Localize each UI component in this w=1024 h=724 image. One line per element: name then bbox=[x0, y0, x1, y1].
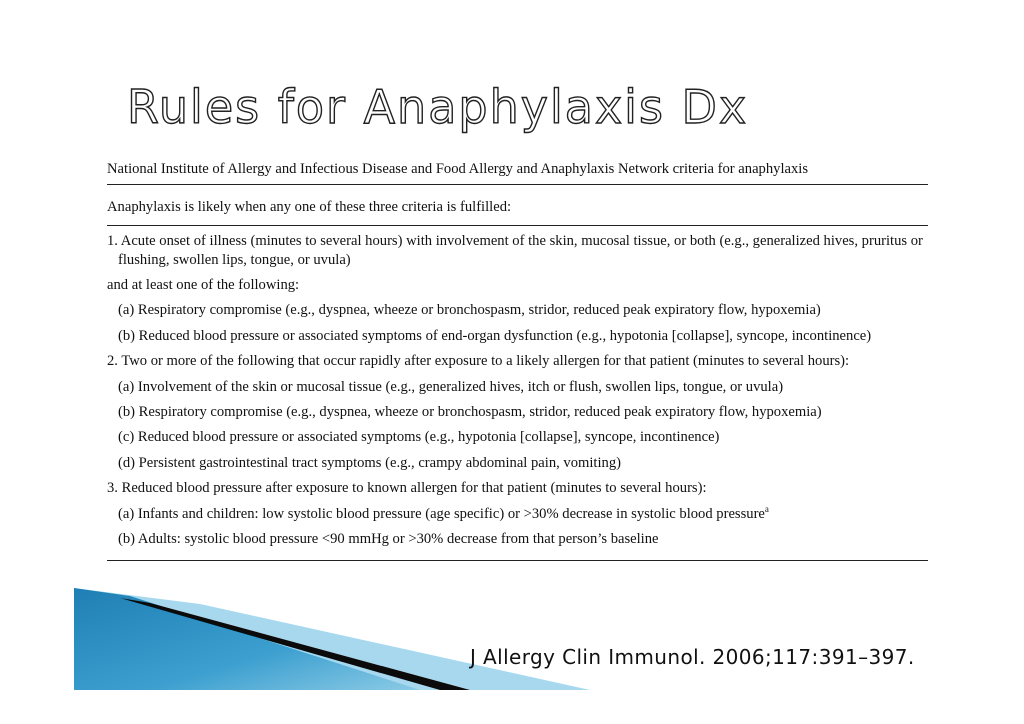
slide-title: Rules for Anaphylaxis Dx bbox=[127, 80, 749, 134]
criterion-1-b: (b) Reduced blood pressure or associated symptoms of end-organ dysfunction (e.g., hypotonia [collapse], syncope, incontinence) bbox=[118, 327, 872, 344]
citation: J Allergy Clin Immunol. 2006;117:391–397. bbox=[470, 645, 915, 669]
criterion-1-line-2: flushing, swollen lips, tongue, or uvula) bbox=[118, 252, 351, 268]
criterion-3-a-text: (a) Infants and children: low systolic blood pressure (age specific) or >30% decrease in systolic blood pressure bbox=[118, 505, 765, 522]
criterion-2-d: (d) Persistent gastrointestinal tract symptoms (e.g., crampy abdominal pain, vomiting) bbox=[118, 454, 621, 471]
table-header: National Institute of Allergy and Infectious Disease and Food Allergy and Anaphylaxis Network criteria for anaphylaxis bbox=[107, 161, 809, 177]
criterion-3-b: (b) Adults: systolic blood pressure <90 mmHg or >30% decrease from that person’s baseline bbox=[118, 530, 659, 547]
table-intro: Anaphylaxis is likely when any one of these three criteria is fulfilled: bbox=[107, 199, 512, 215]
criterion-2-c: (c) Reduced blood pressure or associated symptoms (e.g., hypotonia [collapse], syncope, incontinence) bbox=[118, 429, 720, 446]
criterion-1-line-1: 1. Acute onset of illness (minutes to several hours) with involvement of the skin, mucosal tissue, or both (e.g., generalized hives, pruritus or bbox=[107, 233, 923, 249]
criterion-1-and: and at least one of the following: bbox=[107, 277, 300, 293]
criterion-2-a: (a) Involvement of the skin or mucosal tissue (e.g., generalized hives, itch or flush, swollen lips, tongue, or uvula) bbox=[118, 378, 784, 395]
criterion-2: 2. Two or more of the following that occur rapidly after exposure to a likely allergen for that patient (minutes to several hours): bbox=[107, 353, 850, 370]
swoosh-blue-wedge bbox=[74, 588, 420, 690]
criterion-2-b: (b) Respiratory compromise (e.g., dyspnea, wheeze or bronchospasm, stridor, reduced peak expiratory flow, hypoxemia) bbox=[118, 403, 822, 420]
footnote-marker: a bbox=[764, 503, 769, 514]
criterion-3: 3. Reduced blood pressure after exposure to known allergen for that patient (minutes to several hours): bbox=[107, 480, 707, 497]
criterion-1-a: (a) Respiratory compromise (e.g., dyspnea, wheeze or bronchospasm, stridor, reduced peak expiratory flow, hypoxemia) bbox=[118, 302, 821, 319]
